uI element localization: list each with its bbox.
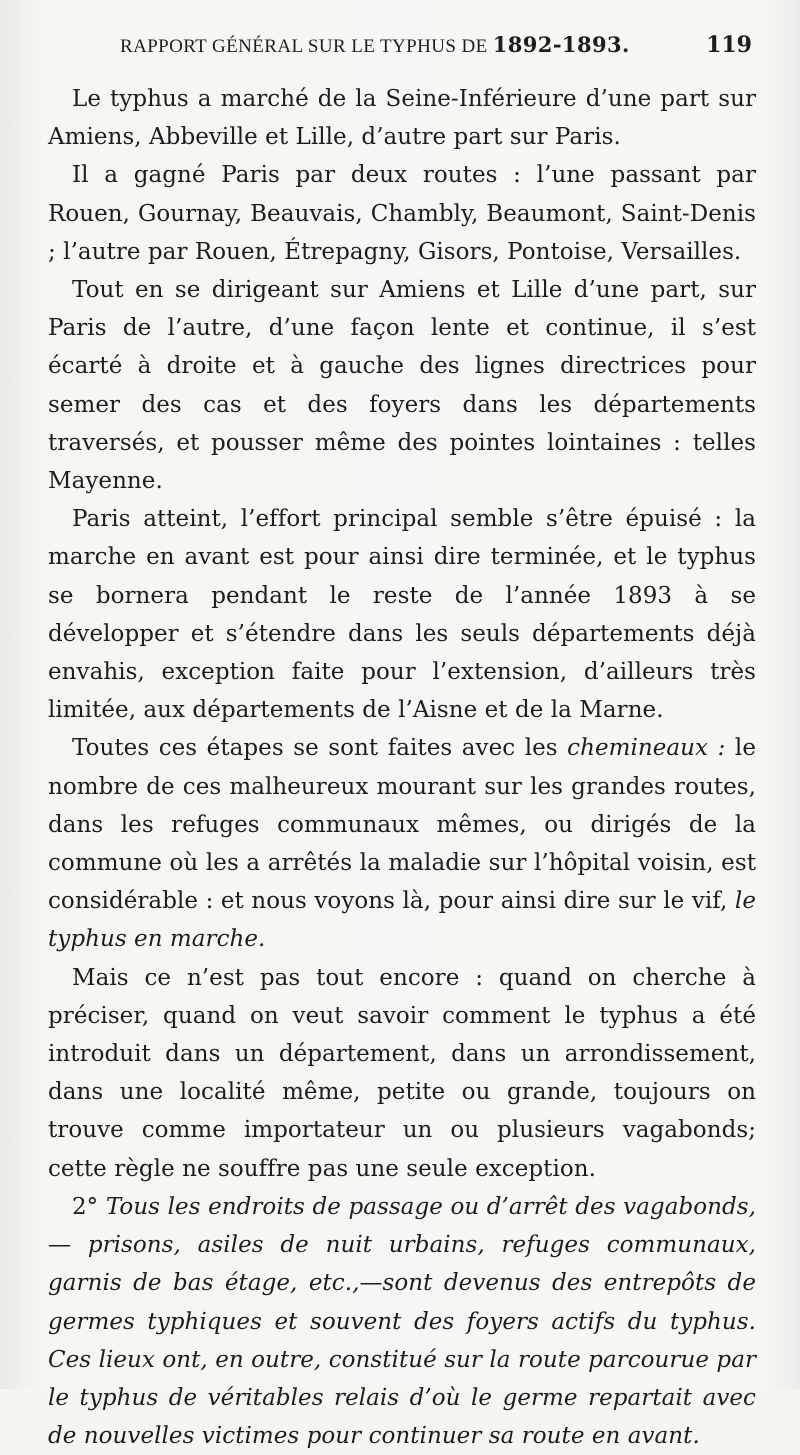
body-text <box>48 80 756 1455</box>
paragraph-5-text-before: Toutes ces étapes se sont faites avec les <box>72 735 568 762</box>
paragraph-5-italic-typhus-en-marche: le typhus en marche. <box>48 888 756 953</box>
paragraph-5-italic-chemineaux: chemineaux : <box>567 735 726 762</box>
paragraph-5-text-middle: le nombre de ces malheureux mourant sur les grandes routes, dans les refuges communaux mêmes, ou dirigés de la commune où les a arrêtés la maladie sur l’hôpital voisin, est considérable : et nous voyons là, pour ainsi dire sur le vif, <box>48 735 756 915</box>
page-number: 119 <box>706 32 752 58</box>
paragraph-2: Il a gagné Paris par deux routes : l’une passant par Rouen, Gournay, Beauvais, Chambly, Beaumont, Saint-Denis ; l’autre par Rouen, Étrepagny, Gisors, Pontoise, Versailles. <box>48 162 756 265</box>
running-head <box>48 32 756 72</box>
running-head-years: 1892-1893. <box>492 32 630 57</box>
paragraph-4: Paris atteint, l’effort principal semble s’être épuisé : la marche en avant est pour ainsi dire terminée, et le typhus se bornera pendant le reste de l’année 1893 à se développer et s’étendre dans les seuls départements déjà envahis, exception faite pour l’extension, d’ailleurs très limitée, aux départements de l’Aisne et de la Marne. <box>48 506 756 724</box>
running-head-title-text: RAPPORT GÉNÉRAL SUR LE TYPHUS DE <box>120 36 493 57</box>
running-head-title <box>120 32 630 58</box>
paragraph-3: Tout en se dirigeant sur Amiens et Lille d’une part, sur Paris de l’autre, d’une façon lente et continue, il s’est écarté à droite et à gauche des lignes directrices pour semer des cas et des foyers dans les départements traversés, et pousser même des pointes lointaines : telles Mayenne. <box>48 277 756 495</box>
paragraph-5 <box>48 729 756 958</box>
paragraph-7-italic-text: Tous les endroits de passage ou d’arrêt des vagabonds,— prisons, asiles de nuit urbains, refuges communaux, garnis de bas étage, etc.,—sont devenus des entrepôts de germes typhiques et souvent des foyers actifs du typhus. Ces lieux ont, en outre, constitué sur la route parcourue par le typhus de véritables relais d’où le germe repartait avec de nouvelles victimes pour continuer sa route en avant. <box>48 1193 756 1450</box>
paragraph-1: Le typhus a marché de la Seine-Inférieure d’une part sur Amiens, Abbeville et Lille, d’autre part sur Paris. <box>48 86 756 151</box>
paragraph-6: Mais ce n’est pas tout encore : quand on cherche à préciser, quand on veut savoir comment le typhus a été introduit dans un département, dans un arrondissement, dans une localité même, petite ou grande, toujours on trouve comme importateur un ou plusieurs vagabonds; cette règle ne souffre pas une seule exception. <box>48 964 756 1182</box>
paragraph-7 <box>48 1188 756 1455</box>
paragraph-7-number: 2° <box>72 1193 99 1220</box>
